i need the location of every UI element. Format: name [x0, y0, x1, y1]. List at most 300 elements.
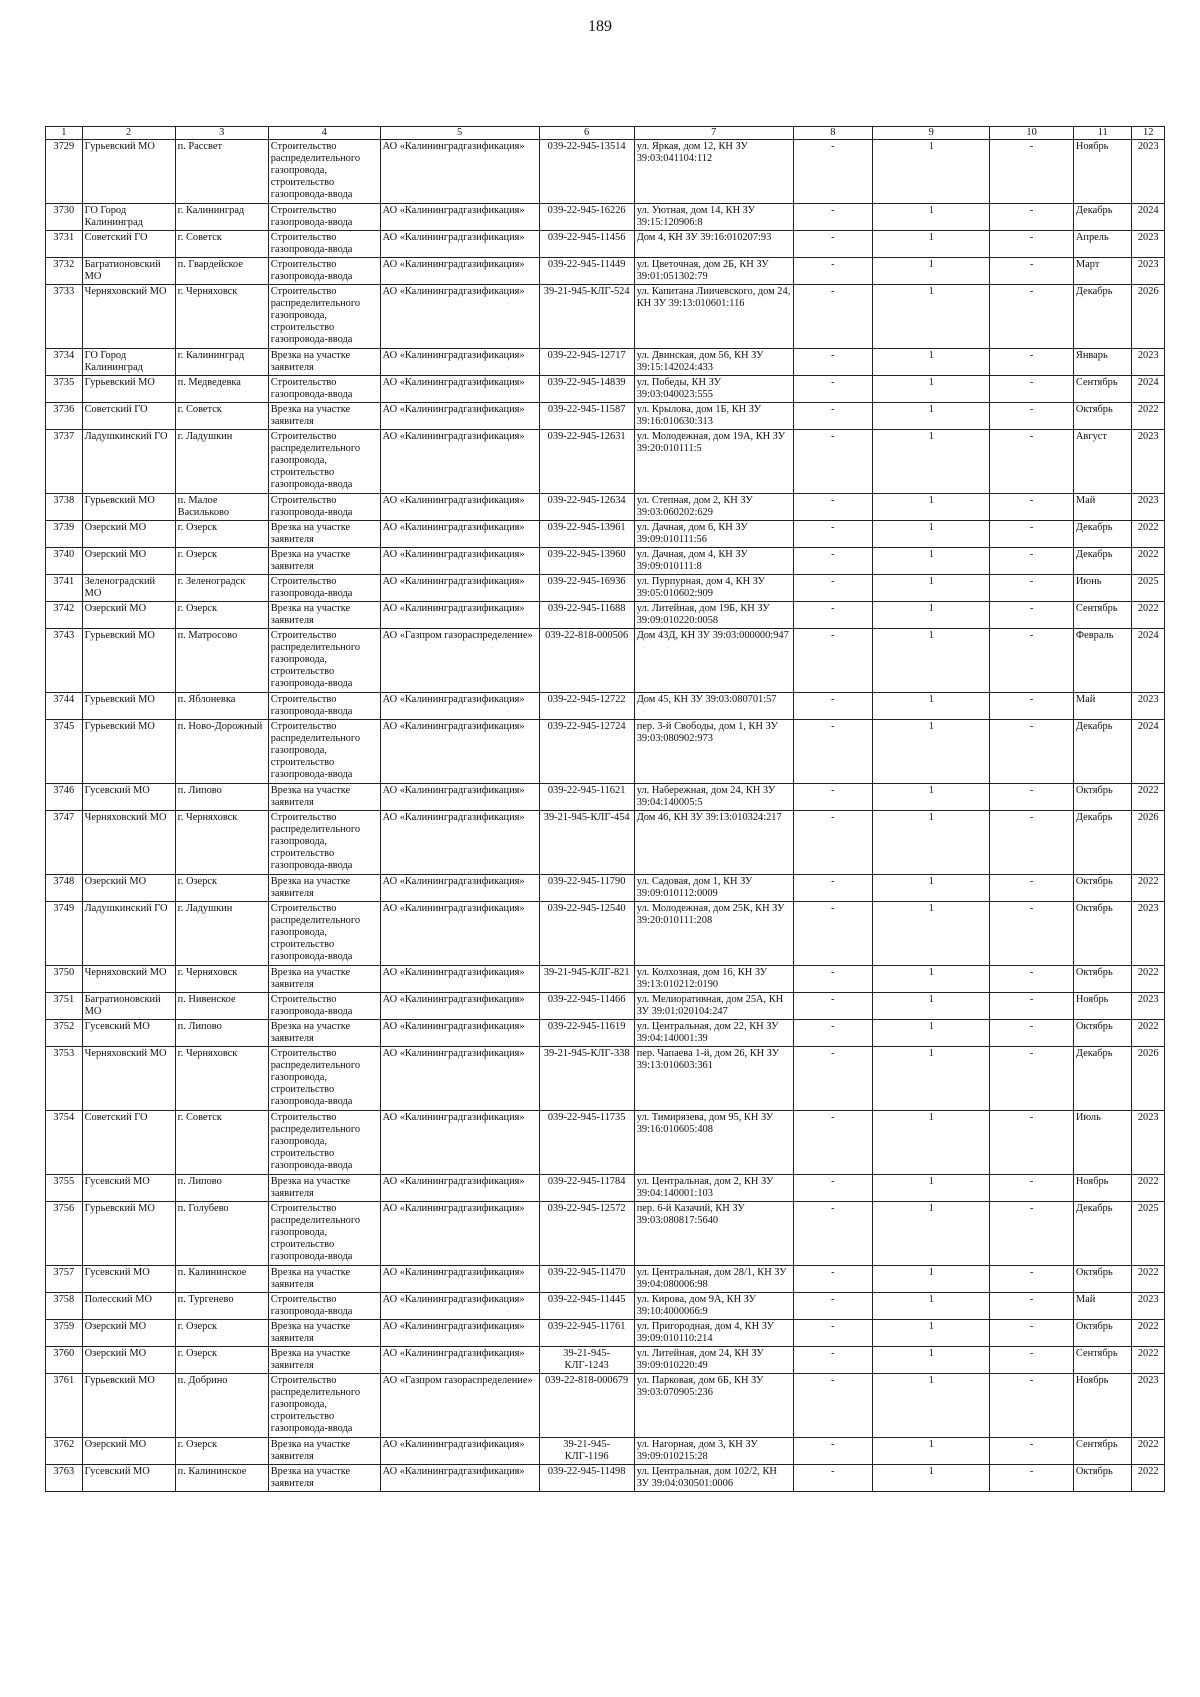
- row-number: 3759: [46, 1320, 83, 1347]
- year-cell: 2022: [1132, 1020, 1165, 1047]
- row-number: 3760: [46, 1347, 83, 1374]
- column-9-cell: 1: [873, 993, 990, 1020]
- address-cell: ул. Дачная, дом 4, КН ЗУ 39:09:010111:8: [634, 548, 793, 575]
- address-cell: ул. Крылова, дом 1Б, КН ЗУ 39:16:010630:313: [634, 403, 793, 430]
- row-number: 3751: [46, 993, 83, 1020]
- settlement-cell: п. Калининское: [175, 1266, 268, 1293]
- work-type-cell: Врезка на участке заявителя: [268, 403, 380, 430]
- month-cell: Ноябрь: [1073, 993, 1132, 1020]
- municipality-cell: Гусевский МО: [82, 784, 175, 811]
- table-row: [46, 575, 1165, 602]
- column-10-cell: -: [990, 784, 1074, 811]
- year-cell: 2023: [1132, 140, 1165, 204]
- column-header: 8: [793, 127, 872, 140]
- column-8-cell: -: [793, 575, 872, 602]
- column-10-cell: -: [990, 1293, 1074, 1320]
- table-row: [46, 1266, 1165, 1293]
- column-8-cell: -: [793, 1320, 872, 1347]
- month-cell: Декабрь: [1073, 1202, 1132, 1266]
- settlement-cell: г. Ладушкин: [175, 902, 268, 966]
- organization-cell: АО «Калининградгазификация»: [380, 349, 539, 376]
- year-cell: 2023: [1132, 349, 1165, 376]
- municipality-cell: Озерский МО: [82, 1438, 175, 1465]
- table-row: [46, 140, 1165, 204]
- page-number: 189: [588, 18, 612, 35]
- column-9-cell: 1: [873, 902, 990, 966]
- column-9-cell: 1: [873, 1465, 990, 1492]
- organization-cell: АО «Калининградгазификация»: [380, 1202, 539, 1266]
- application-code-cell: 039-22-945-16936: [539, 575, 634, 602]
- row-number: 3731: [46, 231, 83, 258]
- row-number: 3758: [46, 1293, 83, 1320]
- year-cell: 2023: [1132, 430, 1165, 494]
- work-type-cell: Строительство распределительного газопровода, строительство газопровода-ввода: [268, 811, 380, 875]
- settlement-cell: п. Ново-Дорожный: [175, 720, 268, 784]
- table-row: [46, 231, 1165, 258]
- row-number: 3747: [46, 811, 83, 875]
- year-cell: 2026: [1132, 1047, 1165, 1111]
- work-type-cell: Врезка на участке заявителя: [268, 602, 380, 629]
- column-9-cell: 1: [873, 1266, 990, 1293]
- work-type-cell: Строительство распределительного газопровода, строительство газопровода-ввода: [268, 285, 380, 349]
- column-8-cell: -: [793, 403, 872, 430]
- table-row: [46, 285, 1165, 349]
- organization-cell: АО «Калининградгазификация»: [380, 1175, 539, 1202]
- table-row: [46, 1293, 1165, 1320]
- work-type-cell: Врезка на участке заявителя: [268, 875, 380, 902]
- application-code-cell: 039-22-945-12540: [539, 902, 634, 966]
- application-code-cell: 39-21-945-КЛГ-338: [539, 1047, 634, 1111]
- column-8-cell: -: [793, 430, 872, 494]
- settlement-cell: г. Советск: [175, 1111, 268, 1175]
- year-cell: 2022: [1132, 784, 1165, 811]
- organization-cell: АО «Калининградгазификация»: [380, 811, 539, 875]
- column-8-cell: -: [793, 285, 872, 349]
- municipality-cell: Озерский МО: [82, 1320, 175, 1347]
- table-row: [46, 1465, 1165, 1492]
- organization-cell: АО «Калининградгазификация»: [380, 1465, 539, 1492]
- row-number: 3744: [46, 693, 83, 720]
- work-type-cell: Строительство распределительного газопровода, строительство газопровода-ввода: [268, 140, 380, 204]
- municipality-cell: Гурьевский МО: [82, 494, 175, 521]
- address-cell: пер. 6-й Казачий, КН ЗУ 39:03:080817:5640: [634, 1202, 793, 1266]
- column-10-cell: -: [990, 1374, 1074, 1438]
- column-9-cell: 1: [873, 1202, 990, 1266]
- work-type-cell: Врезка на участке заявителя: [268, 1347, 380, 1374]
- table-row: [46, 1374, 1165, 1438]
- month-cell: Ноябрь: [1073, 140, 1132, 204]
- column-9-cell: 1: [873, 376, 990, 403]
- work-type-cell: Строительство распределительного газопровода, строительство газопровода-ввода: [268, 1374, 380, 1438]
- column-8-cell: -: [793, 204, 872, 231]
- column-8-cell: -: [793, 1293, 872, 1320]
- address-cell: ул. Капитана Лиичевского, дом 24, КН ЗУ 39:13:010601:116: [634, 285, 793, 349]
- table-row: [46, 993, 1165, 1020]
- column-9-cell: 1: [873, 693, 990, 720]
- column-8-cell: -: [793, 258, 872, 285]
- application-code-cell: 039-22-945-11790: [539, 875, 634, 902]
- application-code-cell: 39-21-945-КЛГ-524: [539, 285, 634, 349]
- municipality-cell: Гурьевский МО: [82, 1374, 175, 1438]
- application-code-cell: 039-22-945-11621: [539, 784, 634, 811]
- settlement-cell: п. Тургенево: [175, 1293, 268, 1320]
- year-cell: 2022: [1132, 966, 1165, 993]
- address-cell: ул. Центральная, дом 22, КН ЗУ 39:04:140001:39: [634, 1020, 793, 1047]
- year-cell: 2023: [1132, 902, 1165, 966]
- work-type-cell: Строительство распределительного газопровода, строительство газопровода-ввода: [268, 902, 380, 966]
- settlement-cell: п. Голубево: [175, 1202, 268, 1266]
- municipality-cell: Гусевский МО: [82, 1175, 175, 1202]
- address-cell: ул. Центральная, дом 28/1, КН ЗУ 39:04:080006:98: [634, 1266, 793, 1293]
- settlement-cell: п. Калининское: [175, 1465, 268, 1492]
- column-9-cell: 1: [873, 548, 990, 575]
- settlement-cell: г. Озерск: [175, 1438, 268, 1465]
- column-8-cell: -: [793, 1347, 872, 1374]
- address-cell: Дом 45, КН ЗУ 39:03:080701:57: [634, 693, 793, 720]
- column-header: 7: [634, 127, 793, 140]
- month-cell: Сентябрь: [1073, 1347, 1132, 1374]
- month-cell: Декабрь: [1073, 720, 1132, 784]
- column-8-cell: -: [793, 720, 872, 784]
- month-cell: Октябрь: [1073, 1465, 1132, 1492]
- municipality-cell: Зеленоградский МО: [82, 575, 175, 602]
- application-code-cell: 039-22-945-11784: [539, 1175, 634, 1202]
- table-row: [46, 1202, 1165, 1266]
- work-type-cell: Врезка на участке заявителя: [268, 349, 380, 376]
- organization-cell: АО «Калининградгазификация»: [380, 1047, 539, 1111]
- settlement-cell: г. Советск: [175, 403, 268, 430]
- work-type-cell: Строительство газопровода-ввода: [268, 494, 380, 521]
- column-9-cell: 1: [873, 1020, 990, 1047]
- year-cell: 2022: [1132, 403, 1165, 430]
- row-number: 3741: [46, 575, 83, 602]
- column-header: 12: [1132, 127, 1165, 140]
- column-9-cell: 1: [873, 430, 990, 494]
- table-row: [46, 1175, 1165, 1202]
- organization-cell: АО «Калининградгазификация»: [380, 720, 539, 784]
- year-cell: 2023: [1132, 231, 1165, 258]
- work-type-cell: Врезка на участке заявителя: [268, 784, 380, 811]
- column-8-cell: -: [793, 902, 872, 966]
- address-cell: пер. Чапаева 1-й, дом 26, КН ЗУ 39:13:010603:361: [634, 1047, 793, 1111]
- table-row: [46, 1020, 1165, 1047]
- column-header: 6: [539, 127, 634, 140]
- settlement-cell: г. Калининград: [175, 349, 268, 376]
- organization-cell: АО «Калининградгазификация»: [380, 376, 539, 403]
- row-number: 3730: [46, 204, 83, 231]
- year-cell: 2023: [1132, 258, 1165, 285]
- column-10-cell: -: [990, 602, 1074, 629]
- work-type-cell: Строительство распределительного газопровода, строительство газопровода-ввода: [268, 1047, 380, 1111]
- work-type-cell: Строительство распределительного газопровода, строительство газопровода-ввода: [268, 629, 380, 693]
- column-10-cell: -: [990, 349, 1074, 376]
- application-code-cell: 039-22-818-000506: [539, 629, 634, 693]
- organization-cell: АО «Газпром газораспределение»: [380, 1374, 539, 1438]
- address-cell: ул. Центральная, дом 2, КН ЗУ 39:04:140001:103: [634, 1175, 793, 1202]
- column-9-cell: 1: [873, 966, 990, 993]
- settlement-cell: г. Озерск: [175, 875, 268, 902]
- application-code-cell: 039-22-945-11449: [539, 258, 634, 285]
- address-cell: ул. Яркая, дом 12, КН ЗУ 39:03:041104:112: [634, 140, 793, 204]
- application-code-cell: 039-22-945-11445: [539, 1293, 634, 1320]
- column-9-cell: 1: [873, 349, 990, 376]
- column-8-cell: -: [793, 1175, 872, 1202]
- organization-cell: АО «Калининградгазификация»: [380, 1266, 539, 1293]
- address-cell: пер. 3-й Свободы, дом 1, КН ЗУ 39:03:080902:973: [634, 720, 793, 784]
- column-header: 5: [380, 127, 539, 140]
- table-row: [46, 875, 1165, 902]
- month-cell: Март: [1073, 258, 1132, 285]
- year-cell: 2023: [1132, 1111, 1165, 1175]
- application-code-cell: 039-22-945-12631: [539, 430, 634, 494]
- settlement-cell: г. Озерск: [175, 602, 268, 629]
- column-8-cell: -: [793, 231, 872, 258]
- address-cell: ул. Литейная, дом 24, КН ЗУ 39:09:010220:49: [634, 1347, 793, 1374]
- column-10-cell: -: [990, 1347, 1074, 1374]
- column-10-cell: -: [990, 720, 1074, 784]
- municipality-cell: ГО Город Калининград: [82, 204, 175, 231]
- column-10-cell: -: [990, 494, 1074, 521]
- column-8-cell: -: [793, 1438, 872, 1465]
- column-8-cell: -: [793, 1020, 872, 1047]
- registry-table: [45, 126, 1165, 1492]
- column-10-cell: -: [990, 1465, 1074, 1492]
- column-9-cell: 1: [873, 629, 990, 693]
- settlement-cell: г. Озерск: [175, 1320, 268, 1347]
- address-cell: ул. Кирова, дом 9А, КН ЗУ 39:10:4000066:9: [634, 1293, 793, 1320]
- row-number: 3737: [46, 430, 83, 494]
- column-9-cell: 1: [873, 1374, 990, 1438]
- settlement-cell: г. Озерск: [175, 1347, 268, 1374]
- work-type-cell: Строительство распределительного газопровода, строительство газопровода-ввода: [268, 430, 380, 494]
- table-row: [46, 1347, 1165, 1374]
- month-cell: Декабрь: [1073, 548, 1132, 575]
- address-cell: ул. Центральная, дом 102/2, КН ЗУ 39:04:030501:0006: [634, 1465, 793, 1492]
- organization-cell: АО «Калининградгазификация»: [380, 693, 539, 720]
- municipality-cell: Черняховский МО: [82, 811, 175, 875]
- month-cell: Декабрь: [1073, 1047, 1132, 1111]
- work-type-cell: Врезка на участке заявителя: [268, 1020, 380, 1047]
- month-cell: Октябрь: [1073, 1320, 1132, 1347]
- column-8-cell: -: [793, 1111, 872, 1175]
- work-type-cell: Врезка на участке заявителя: [268, 1438, 380, 1465]
- table-row: [46, 1111, 1165, 1175]
- address-cell: Дом 43Д, КН ЗУ 39:03:000000:947: [634, 629, 793, 693]
- column-8-cell: -: [793, 993, 872, 1020]
- settlement-cell: п. Яблоневка: [175, 693, 268, 720]
- application-code-cell: 039-22-945-13514: [539, 140, 634, 204]
- year-cell: 2023: [1132, 1293, 1165, 1320]
- year-cell: 2023: [1132, 494, 1165, 521]
- application-code-cell: 039-22-945-13961: [539, 521, 634, 548]
- column-9-cell: 1: [873, 875, 990, 902]
- organization-cell: АО «Калининградгазификация»: [380, 231, 539, 258]
- row-number: 3756: [46, 1202, 83, 1266]
- column-9-cell: 1: [873, 1320, 990, 1347]
- application-code-cell: 39-21-945-КЛГ-1196: [539, 1438, 634, 1465]
- header-row: [46, 127, 1165, 140]
- column-9-cell: 1: [873, 575, 990, 602]
- column-10-cell: -: [990, 376, 1074, 403]
- address-cell: ул. Колхозная, дом 16, КН ЗУ 39:13:010212:0190: [634, 966, 793, 993]
- column-8-cell: -: [793, 494, 872, 521]
- row-number: 3738: [46, 494, 83, 521]
- application-code-cell: 039-22-945-12722: [539, 693, 634, 720]
- address-cell: ул. Нагорная, дом 3, КН ЗУ 39:09:010215:28: [634, 1438, 793, 1465]
- table-row: [46, 1320, 1165, 1347]
- address-cell: ул. Степная, дом 2, КН ЗУ 39:03:060202:629: [634, 494, 793, 521]
- column-9-cell: 1: [873, 1111, 990, 1175]
- column-10-cell: -: [990, 430, 1074, 494]
- settlement-cell: п. Добрино: [175, 1374, 268, 1438]
- row-number: 3745: [46, 720, 83, 784]
- column-10-cell: -: [990, 575, 1074, 602]
- application-code-cell: 039-22-945-12634: [539, 494, 634, 521]
- application-code-cell: 039-22-945-13960: [539, 548, 634, 575]
- settlement-cell: г. Советск: [175, 231, 268, 258]
- row-number: 3762: [46, 1438, 83, 1465]
- column-10-cell: -: [990, 693, 1074, 720]
- organization-cell: АО «Калининградгазификация»: [380, 993, 539, 1020]
- row-number: 3754: [46, 1111, 83, 1175]
- row-number: 3748: [46, 875, 83, 902]
- year-cell: 2022: [1132, 1320, 1165, 1347]
- municipality-cell: ГО Город Калининград: [82, 349, 175, 376]
- month-cell: Декабрь: [1073, 521, 1132, 548]
- address-cell: ул. Двинская, дом 56, КН ЗУ 39:15:142024:433: [634, 349, 793, 376]
- column-9-cell: 1: [873, 784, 990, 811]
- column-10-cell: -: [990, 231, 1074, 258]
- municipality-cell: Черняховский МО: [82, 1047, 175, 1111]
- month-cell: Май: [1073, 1293, 1132, 1320]
- organization-cell: АО «Калининградгазификация»: [380, 875, 539, 902]
- municipality-cell: Гусевский МО: [82, 1266, 175, 1293]
- address-cell: ул. Парковая, дом 6Б, КН ЗУ 39:03:070905:236: [634, 1374, 793, 1438]
- column-10-cell: -: [990, 993, 1074, 1020]
- table-row: [46, 693, 1165, 720]
- column-9-cell: 1: [873, 1438, 990, 1465]
- municipality-cell: Гурьевский МО: [82, 720, 175, 784]
- municipality-cell: Полесский МО: [82, 1293, 175, 1320]
- table-row: [46, 784, 1165, 811]
- row-number: 3743: [46, 629, 83, 693]
- application-code-cell: 039-22-945-12572: [539, 1202, 634, 1266]
- municipality-cell: Ладушкинский ГО: [82, 902, 175, 966]
- table-row: [46, 376, 1165, 403]
- municipality-cell: Гурьевский МО: [82, 140, 175, 204]
- application-code-cell: 039-22-945-11587: [539, 403, 634, 430]
- organization-cell: АО «Калининградгазификация»: [380, 1293, 539, 1320]
- work-type-cell: Строительство газопровода-ввода: [268, 231, 380, 258]
- organization-cell: АО «Калининградгазификация»: [380, 575, 539, 602]
- organization-cell: АО «Калининградгазификация»: [380, 1438, 539, 1465]
- organization-cell: АО «Калининградгазификация»: [380, 258, 539, 285]
- settlement-cell: п. Гвардейское: [175, 258, 268, 285]
- column-10-cell: -: [990, 902, 1074, 966]
- column-8-cell: -: [793, 1047, 872, 1111]
- month-cell: Сентябрь: [1073, 1438, 1132, 1465]
- table-row: [46, 430, 1165, 494]
- month-cell: Февраль: [1073, 629, 1132, 693]
- municipality-cell: Озерский МО: [82, 521, 175, 548]
- table-row: [46, 1438, 1165, 1465]
- organization-cell: АО «Калининградгазификация»: [380, 430, 539, 494]
- column-9-cell: 1: [873, 494, 990, 521]
- organization-cell: АО «Калининградгазификация»: [380, 1020, 539, 1047]
- column-8-cell: -: [793, 629, 872, 693]
- column-10-cell: -: [990, 966, 1074, 993]
- work-type-cell: Врезка на участке заявителя: [268, 1175, 380, 1202]
- address-cell: ул. Садовая, дом 1, КН ЗУ 39:09:010112:0009: [634, 875, 793, 902]
- column-9-cell: 1: [873, 720, 990, 784]
- column-header: 4: [268, 127, 380, 140]
- settlement-cell: г. Черняховск: [175, 966, 268, 993]
- column-8-cell: -: [793, 1374, 872, 1438]
- municipality-cell: Озерский МО: [82, 875, 175, 902]
- organization-cell: АО «Калининградгазификация»: [380, 285, 539, 349]
- month-cell: Август: [1073, 430, 1132, 494]
- row-number: 3732: [46, 258, 83, 285]
- column-9-cell: 1: [873, 1047, 990, 1111]
- month-cell: Ноябрь: [1073, 1374, 1132, 1438]
- column-8-cell: -: [793, 966, 872, 993]
- address-cell: Дом 4, КН ЗУ 39:16:010207:93: [634, 231, 793, 258]
- column-10-cell: -: [990, 875, 1074, 902]
- column-8-cell: -: [793, 1465, 872, 1492]
- municipality-cell: Озерский МО: [82, 602, 175, 629]
- table-row: [46, 258, 1165, 285]
- municipality-cell: Гурьевский МО: [82, 629, 175, 693]
- column-10-cell: -: [990, 1266, 1074, 1293]
- application-code-cell: 39-21-945-КЛГ-1243: [539, 1347, 634, 1374]
- organization-cell: АО «Калининградгазификация»: [380, 140, 539, 204]
- column-10-cell: -: [990, 204, 1074, 231]
- column-10-cell: -: [990, 403, 1074, 430]
- application-code-cell: 039-22-945-11619: [539, 1020, 634, 1047]
- application-code-cell: 039-22-945-11470: [539, 1266, 634, 1293]
- application-code-cell: 039-22-945-14839: [539, 376, 634, 403]
- municipality-cell: Багратионовский МО: [82, 993, 175, 1020]
- column-8-cell: -: [793, 349, 872, 376]
- column-header: 11: [1073, 127, 1132, 140]
- municipality-cell: Советский ГО: [82, 231, 175, 258]
- table-row: [46, 629, 1165, 693]
- month-cell: Октябрь: [1073, 784, 1132, 811]
- year-cell: 2022: [1132, 548, 1165, 575]
- organization-cell: АО «Калининградгазификация»: [380, 521, 539, 548]
- address-cell: ул. Тимирязева, дом 95, КН ЗУ 39:16:010605:408: [634, 1111, 793, 1175]
- column-8-cell: -: [793, 602, 872, 629]
- organization-cell: АО «Калининградгазификация»: [380, 204, 539, 231]
- work-type-cell: Строительство распределительного газопровода, строительство газопровода-ввода: [268, 1111, 380, 1175]
- address-cell: ул. Набережная, дом 24, КН ЗУ 39:04:140005:5: [634, 784, 793, 811]
- month-cell: Декабрь: [1073, 204, 1132, 231]
- settlement-cell: п. Липово: [175, 1175, 268, 1202]
- application-code-cell: 039-22-818-000679: [539, 1374, 634, 1438]
- column-8-cell: -: [793, 548, 872, 575]
- address-cell: ул. Молодежная, дом 25К, КН ЗУ 39:20:010111:208: [634, 902, 793, 966]
- year-cell: 2022: [1132, 1438, 1165, 1465]
- settlement-cell: п. Рассвет: [175, 140, 268, 204]
- table-row: [46, 521, 1165, 548]
- year-cell: 2022: [1132, 521, 1165, 548]
- row-number: 3735: [46, 376, 83, 403]
- column-8-cell: -: [793, 784, 872, 811]
- application-code-cell: 39-21-945-КЛГ-454: [539, 811, 634, 875]
- address-cell: ул. Литейная, дом 19Б, КН ЗУ 39:09:010220:0058: [634, 602, 793, 629]
- address-cell: ул. Пригородная, дом 4, КН ЗУ 39:09:010110:214: [634, 1320, 793, 1347]
- year-cell: 2022: [1132, 1347, 1165, 1374]
